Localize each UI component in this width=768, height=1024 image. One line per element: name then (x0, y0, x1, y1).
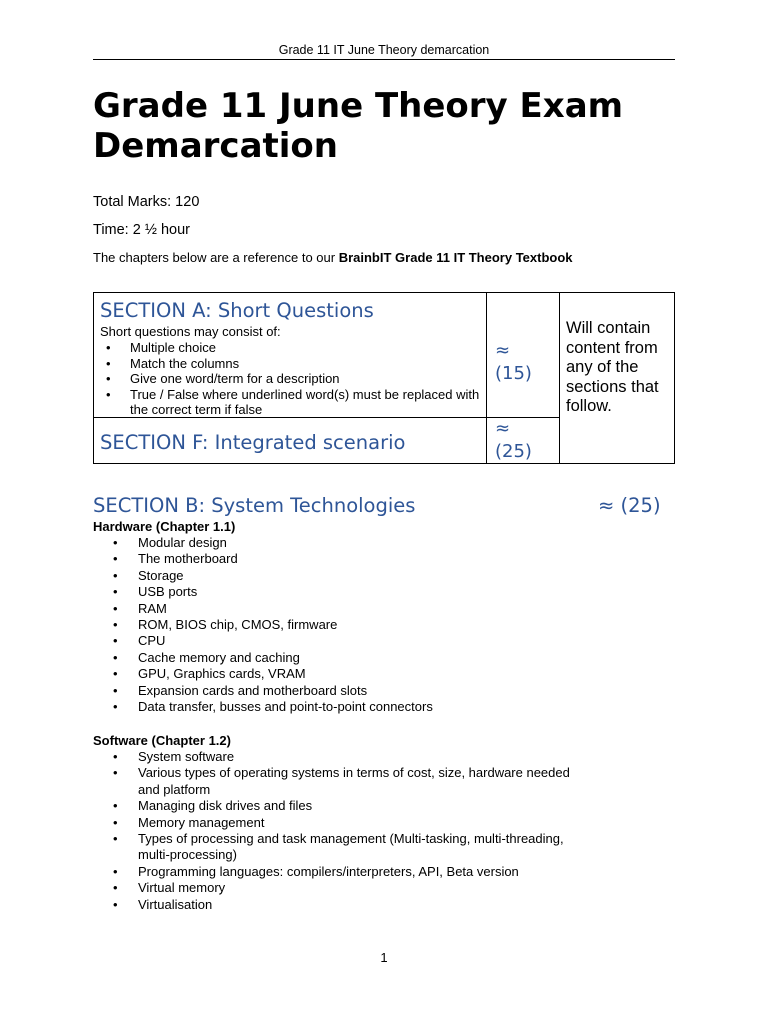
list-item-text: Various types of operating systems in terms of cost, size, hardware needed and platform (138, 765, 570, 797)
list-item-text: Cache memory and caching (138, 649, 300, 665)
list-item (93, 683, 593, 699)
page-number: 1 (380, 950, 388, 965)
bullet-icon: • (113, 765, 118, 781)
exam-time: Time: 2 ½ hour (93, 222, 190, 238)
running-header: Grade 11 IT June Theory demarcation (278, 43, 490, 57)
section-a-title: SECTION A: Short Questions (100, 299, 374, 322)
bullet-icon: • (113, 831, 118, 847)
bullet-icon: • (113, 600, 118, 616)
bullet-icon: • (113, 633, 118, 649)
list-item-text: Expansion cards and motherboard slots (138, 682, 368, 698)
bullet-icon: • (106, 340, 111, 355)
bullet-icon: • (113, 666, 118, 682)
list-item (93, 601, 593, 617)
bullet-icon: • (113, 699, 118, 715)
bullet-icon: • (113, 649, 118, 665)
list-item-text: Virtualisation (138, 896, 213, 912)
list-item (93, 584, 593, 600)
list-item-text: Managing disk drives and files (138, 798, 313, 814)
bullet-icon: • (106, 386, 111, 402)
bullet-icon: • (113, 617, 118, 633)
bullet-icon: • (113, 551, 118, 567)
list-item (93, 765, 593, 798)
approx-symbol: ≈ (495, 340, 511, 361)
list-item-text: Data transfer, busses and point-to-point connectors (138, 699, 433, 715)
bullet-icon: • (106, 355, 111, 371)
list-item (93, 880, 593, 896)
list-item (93, 699, 593, 715)
software-list (93, 749, 593, 913)
list-item-text: GPU, Graphics cards, VRAM (138, 666, 306, 682)
section-f-marks (495, 417, 532, 463)
list-item (100, 356, 480, 372)
textbook-name: BrainbIT Grade 11 IT Theory Textbook (338, 250, 573, 265)
approx-symbol: ≈ (495, 418, 511, 439)
bullet-icon: • (113, 880, 118, 896)
list-item-text: The motherboard (138, 551, 238, 567)
section-a-marks (495, 339, 532, 385)
list-item (93, 831, 593, 864)
table-divider (486, 293, 487, 463)
bullet-icon: • (113, 567, 118, 583)
bullet-icon: • (113, 535, 118, 550)
hardware-list (93, 535, 593, 715)
reference-prefix: The chapters below are a reference to our (93, 250, 339, 265)
bullet-icon: • (113, 798, 118, 814)
list-item (93, 897, 593, 913)
list-item (100, 371, 480, 387)
bullet-icon: • (113, 896, 118, 912)
list-item (100, 340, 480, 356)
textbook-reference (93, 250, 573, 265)
list-item-text: Programming languages: compilers/interpreters, API, Beta version (138, 863, 519, 879)
marks-value: (25) (495, 441, 532, 462)
list-item (93, 551, 593, 567)
list-item (100, 387, 480, 418)
list-item (93, 535, 593, 551)
total-marks: Total Marks: 120 (93, 194, 200, 210)
list-item (93, 633, 593, 649)
section-a-intro: Short questions may consist of: (100, 324, 281, 339)
document-title: Grade 11 June Theory Exam Demarcation (93, 86, 624, 166)
list-item (93, 815, 593, 831)
list-item-text: ROM, BIOS chip, CMOS, firmware (138, 617, 338, 633)
section-f-title: SECTION F: Integrated scenario (100, 431, 406, 454)
table-note: Will contain content from any of the sections that follow. (566, 319, 659, 415)
bullet-icon: • (113, 682, 118, 698)
list-item-text: System software (138, 749, 235, 764)
section-b-marks: ≈ (25) (598, 494, 661, 517)
header-rule (93, 59, 675, 60)
list-item-text: Modular design (138, 535, 227, 550)
marks-value: (15) (495, 363, 532, 384)
bullet-icon: • (113, 584, 118, 600)
list-item-text: USB ports (138, 584, 198, 600)
list-item (93, 666, 593, 682)
list-item-text: Give one word/term for a description (130, 371, 340, 386)
list-item-text: RAM (138, 600, 167, 616)
list-item-text: Storage (138, 567, 184, 583)
bullet-icon: • (106, 371, 111, 386)
sections-table (93, 292, 675, 464)
bullet-icon: • (113, 814, 118, 830)
bullet-icon: • (113, 863, 118, 879)
bullet-icon: • (113, 749, 118, 764)
section-a-list (100, 340, 480, 418)
list-item (93, 617, 593, 633)
list-item (93, 798, 593, 814)
list-item (93, 650, 593, 666)
table-divider (559, 293, 560, 463)
list-item-text: Match the columns (130, 355, 240, 371)
list-item-text: CPU (138, 633, 166, 649)
list-item-text: Types of processing and task management (Multi-tasking, multi-threading, multi-processing) (138, 831, 564, 863)
list-item-text: Multiple choice (130, 340, 216, 355)
list-item (93, 568, 593, 584)
list-item-text: True / False where underlined word(s) must be replaced with the correct term if false (130, 386, 480, 417)
section-b-title: SECTION B: System Technologies (93, 494, 416, 517)
list-item-text: Memory management (138, 814, 265, 830)
hardware-heading: Hardware (Chapter 1.1) (93, 519, 236, 534)
list-item (93, 864, 593, 880)
software-heading: Software (Chapter 1.2) (93, 733, 231, 748)
list-item-text: Virtual memory (138, 880, 226, 896)
list-item (93, 749, 593, 765)
